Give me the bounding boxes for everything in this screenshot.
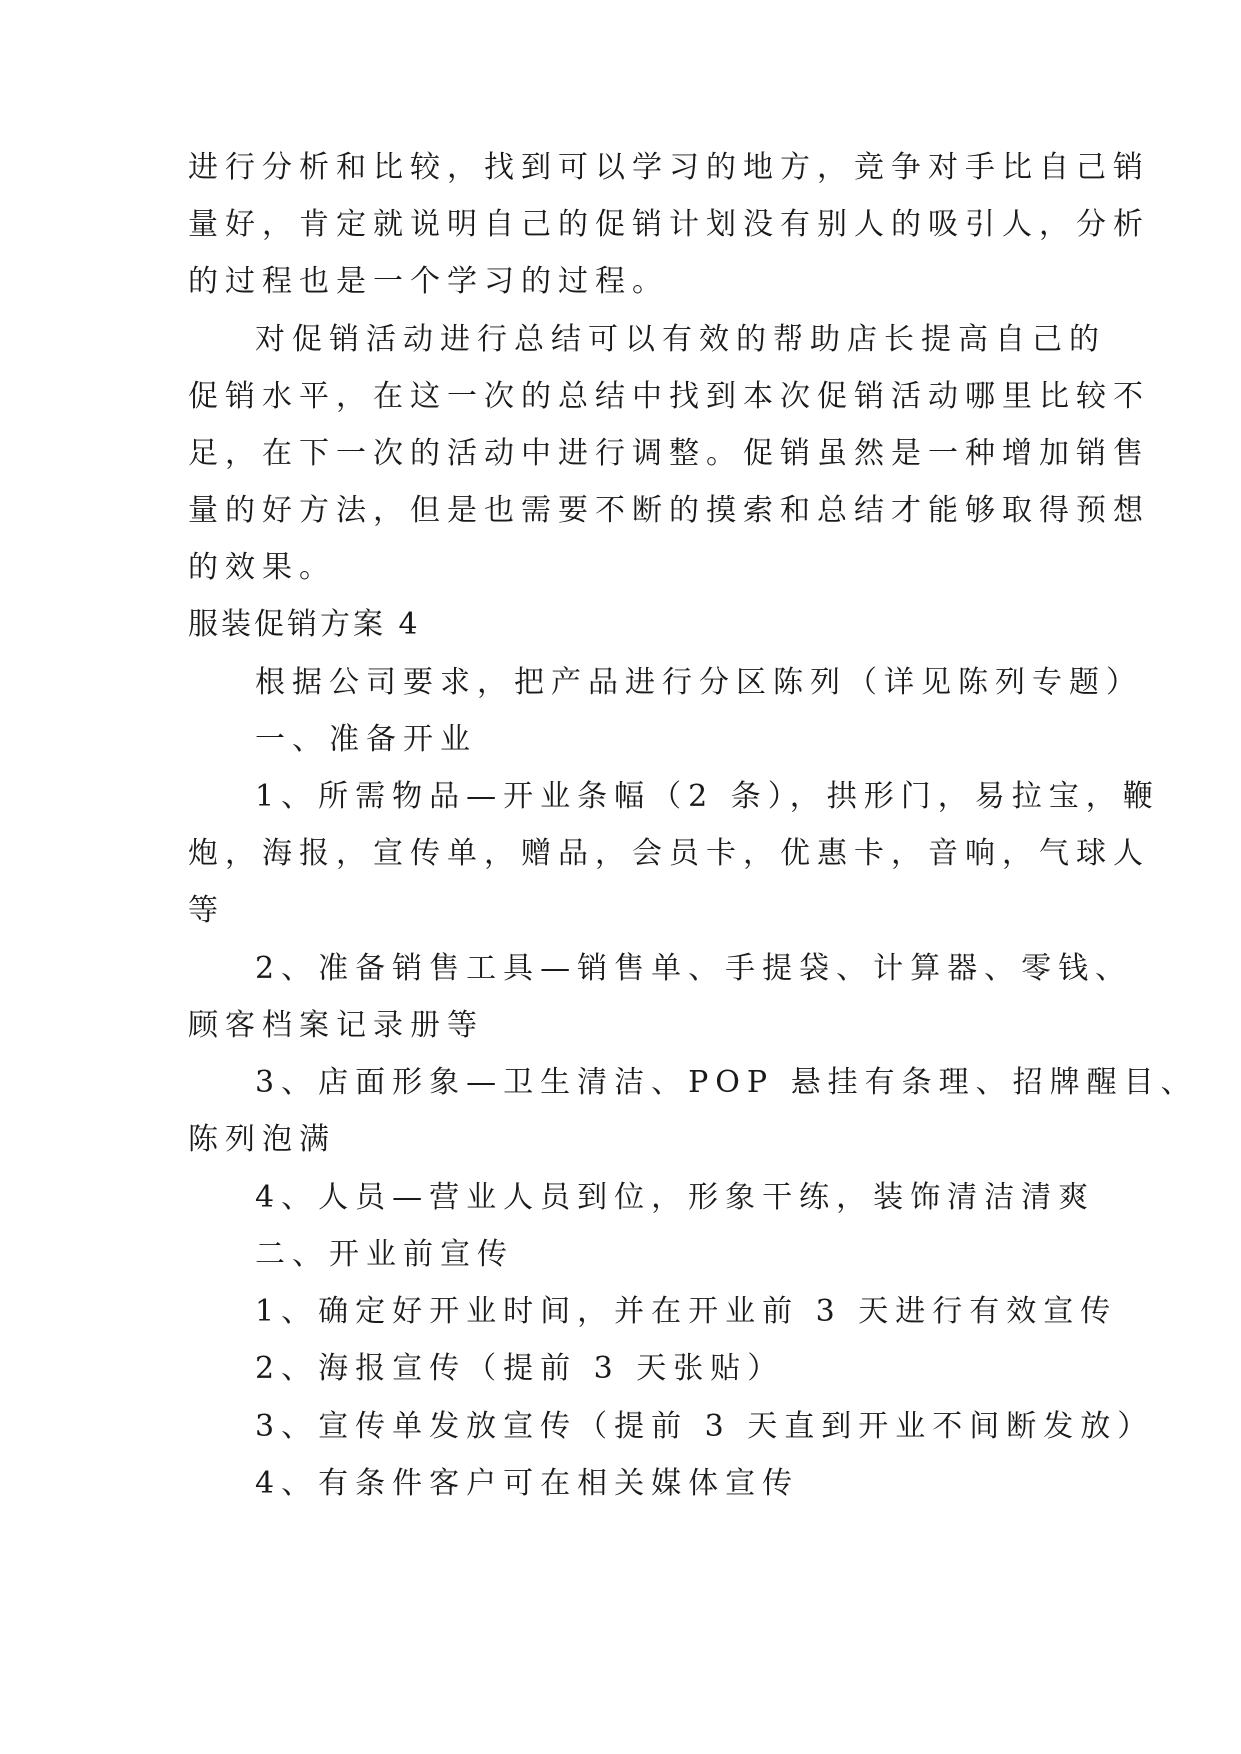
text-line: 进行分析和比较，找到可以学习的地方，竞争对手比自己销	[188, 150, 1150, 185]
text-line: 1、所需物品—开业条幅（2 条），拱形门，易拉宝，鞭	[255, 779, 1160, 814]
text-line: 顾客档案记录册等	[188, 1008, 484, 1043]
text-line: 3、宣传单发放宣传（提前 3 天直到开业不间断发放）	[255, 1409, 1155, 1444]
text-line: 4、有条件客户可在相关媒体宣传	[255, 1466, 800, 1501]
text-line: 量的好方法，但是也需要不断的摸索和总结才能够取得预想	[188, 493, 1150, 528]
text-line: 4、人员—营业人员到位，形象干练，装饰清洁清爽	[255, 1180, 1096, 1215]
text-line: 一、准备开业	[255, 722, 477, 757]
text-line: 促销水平，在这一次的总结中找到本次促销活动哪里比较不	[188, 379, 1150, 414]
text-line: 服装促销方案 4	[188, 607, 421, 642]
text-line: 2、海报宣传（提前 3 天张贴）	[255, 1351, 785, 1386]
text-line: 的效果。	[188, 550, 336, 585]
text-line: 对促销活动进行总结可以有效的帮助店长提高自己的	[255, 322, 1106, 357]
text-line: 足，在下一次的活动中进行调整。促销虽然是一种增加销售	[188, 436, 1150, 471]
text-line: 3、店面形象—卫生清洁、POP 悬挂有条理、招牌醒目、	[255, 1065, 1198, 1100]
text-line: 2、准备销售工具—销售单、手提袋、计算器、零钱、	[255, 951, 1133, 986]
text-line: 炮，海报，宣传单，赠品，会员卡，优惠卡，音响，气球人	[188, 836, 1150, 871]
text-line: 1、确定好开业时间，并在开业前 3 天进行有效宣传	[255, 1294, 1118, 1329]
text-line: 陈列泡满	[188, 1122, 336, 1157]
text-line: 的过程也是一个学习的过程。	[188, 264, 669, 299]
text-line: 量好，肯定就说明自己的促销计划没有别人的吸引人，分析	[188, 207, 1150, 242]
text-line: 根据公司要求，把产品进行分区陈列（详见陈列专题）	[255, 665, 1143, 700]
text-line: 等	[188, 893, 225, 928]
text-line: 二、开业前宣传	[255, 1237, 514, 1272]
